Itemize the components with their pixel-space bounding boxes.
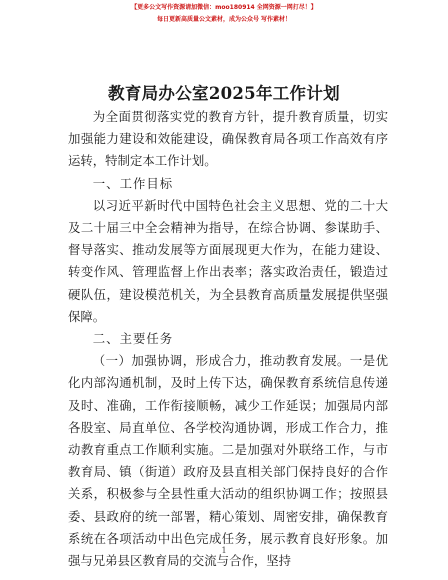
promo-banner-line-1: 【更多公文写作资源请加微信：moo180914 全网资源一网打尽！】	[131, 4, 317, 11]
document-title: 教育局办公室2025年工作计划	[108, 84, 340, 103]
page-number: 1	[221, 546, 227, 555]
section-heading-tasks: 二、主要任务	[92, 331, 174, 347]
tasks-paragraph: （一）加强协调，形成合力，推动教育发展。一是优化内部沟通机制，及时上传下达，确保教育系统信息传递及时、准确，工作衔接顺畅，减少工作延误；加强局内部各股室、局直单位、各学校沟通协调，形成工作合力，推动教育重点工作顺利实施。二是加强对外联络工作，与市教育局、镇（街道）政府及县直相关部门保持良好的合作关系，积极参与全县性重大活动的组织协调工作；按照县委、县政府的统一部署，精心策划、周密安排，确保教育系统在各项活动中出色完成任务，展示教育良好形象。加强与兄弟县区教育局的交流与合作，坚持	[68, 353, 388, 569]
goals-paragraph: 以习近平新时代中国特色社会主义思想、党的二十大及二十届三中全会精神为指导，在综合协调、参谋助手、督导落实、推动发展等方面展现更大作为，在能力建设、转变作风、管理监督上作出表率；落实政治责任，锻造过硬队伍，建设模范机关，为全县教育高质量发展提供坚强保障。	[68, 197, 388, 324]
document-body	[68, 106, 388, 572]
promo-banner-line-2: 每日更新高质量公文素材，成为公众号 写作素材！	[156, 16, 292, 23]
promo-banner	[0, 2, 448, 26]
intro-paragraph: 为全面贯彻落实党的教育方针，提升教育质量，切实加强能力建设和效能建设，确保教育局各项工作高效有序运转，特制定本工作计划。	[68, 109, 388, 169]
section-heading-goals: 一、工作目标	[92, 175, 174, 191]
